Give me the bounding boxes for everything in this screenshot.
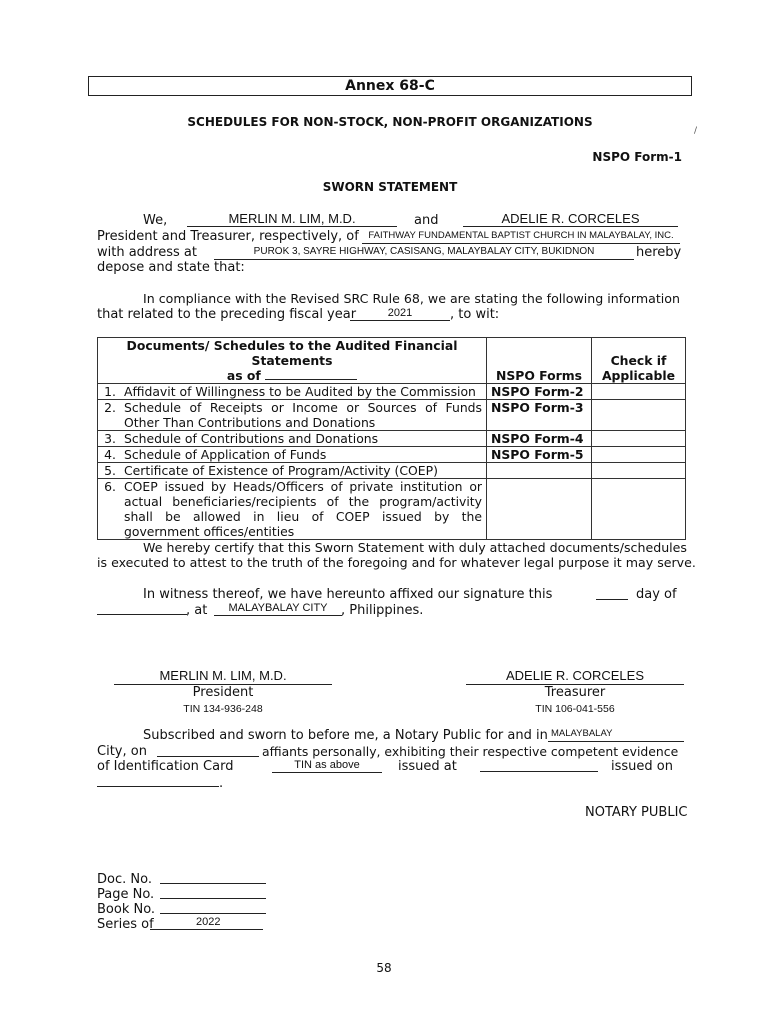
- header-check: Check if Applicable: [592, 338, 686, 384]
- page-no-blank: [160, 885, 266, 899]
- intro-line4: depose and state that:: [97, 260, 245, 275]
- notary-place-field: MALAYBALAY: [548, 727, 684, 742]
- intro-hereby: hereby: [636, 245, 682, 260]
- compliance-line2: that related to the preceding fiscal year: [97, 307, 357, 322]
- as-of-blank: [265, 368, 357, 380]
- certify-line2: is executed to attest to the truth of the foregoing and for whatever legal purpose it may serve.: [97, 555, 696, 570]
- header-documents: Documents/ Schedules to the Audited Financial Statements as of: [98, 338, 487, 384]
- witness-city-field: MALAYBALAY CITY: [214, 601, 342, 616]
- president-signature: MERLIN M. LIM, M.D. President TIN 134-936-248: [114, 668, 332, 717]
- table-row: 3. Schedule of Contributions and Donations NSPO Form-4: [98, 431, 686, 447]
- check-cell[interactable]: [592, 431, 686, 447]
- notary-public-label: NOTARY PUBLIC: [585, 805, 688, 820]
- check-cell[interactable]: [592, 447, 686, 463]
- certify-line1: We hereby certify that this Sworn Statement with duly attached documents/schedules: [143, 540, 687, 555]
- check-cell[interactable]: [592, 463, 686, 479]
- book-no-label: Book No.: [97, 902, 156, 917]
- notary-of-id: of Identification Card: [97, 759, 234, 774]
- schedule-title: SCHEDULES FOR NON-STOCK, NON-PROFIT ORGANIZATIONS: [187, 115, 593, 129]
- documents-table: [97, 337, 686, 540]
- annex-title: Annex 68-C: [88, 76, 692, 96]
- page-number: 58: [376, 961, 392, 975]
- notary-city-on: City, on: [97, 744, 147, 759]
- doc-no-label: Doc. No.: [97, 872, 152, 887]
- intro-line2: President and Treasurer, respectively, of: [97, 229, 359, 244]
- table-row: 5. Certificate of Existence of Program/Activity (COEP): [98, 463, 686, 479]
- witness-philippines: , Philippines.: [341, 603, 424, 618]
- intro-we: We,: [143, 213, 168, 228]
- check-cell[interactable]: [592, 400, 686, 431]
- doc-no-blank: [160, 870, 266, 884]
- notary-period: .: [219, 776, 224, 791]
- compliance-line1: In compliance with the Revised SRC Rule 68, we are stating the following information: [143, 291, 680, 306]
- treasurer-name-field: ADELIE R. CORCELES: [463, 212, 678, 227]
- table-row: 2. Schedule of Receipts or Income or Sources of Funds Other Than Contributions and Donations NSPO Form-3: [98, 400, 686, 431]
- month-blank: [97, 601, 187, 615]
- page-no-label: Page No.: [97, 887, 155, 902]
- check-cell[interactable]: [592, 479, 686, 540]
- table-row: 6. COEP issued by Heads/Officers of private institution or actual beneficiaries/recipients of the program/activity shall be allowed in lieu of COEP issued by the government offices/entities: [98, 479, 686, 540]
- organization-field: FAITHWAY FUNDAMENTAL BAPTIST CHURCH IN MALAYBALAY, INC.: [362, 229, 680, 244]
- book-no-blank: [160, 900, 266, 914]
- series-of-label: Series of: [97, 917, 154, 932]
- check-cell[interactable]: [592, 384, 686, 400]
- intro-and: and: [414, 213, 439, 228]
- issued-at-blank: [480, 758, 598, 772]
- series-year-field: 2022: [150, 915, 263, 930]
- fiscal-year-field: 2021: [350, 306, 450, 321]
- form-number: NSPO Form-1: [592, 150, 682, 164]
- stray-mark: /: [694, 126, 698, 136]
- notary-line1: Subscribed and sworn to before me, a Notary Public for and in: [143, 728, 548, 743]
- notary-line2: affiants personally, exhibiting their respective competent evidence: [262, 744, 679, 759]
- header-forms: NSPO Forms: [487, 338, 592, 384]
- address-field: PUROK 3, SAYRE HIGHWAY, CASISANG, MALAYBALAY CITY, BUKIDNON: [214, 245, 634, 260]
- compliance-end: , to wit:: [450, 307, 500, 322]
- table-row: 4. Schedule of Application of Funds NSPO Form-5: [98, 447, 686, 463]
- intro-line3: with address at: [97, 245, 197, 260]
- notary-issued-at: issued at: [398, 759, 457, 774]
- witness-at: , at: [186, 603, 208, 618]
- day-blank: [596, 586, 628, 600]
- table-row: 1. Affidavit of Willingness to be Audited by the Commission NSPO Form-2: [98, 384, 686, 400]
- treasurer-signature: ADELIE R. CORCELES Treasurer TIN 106-041-556: [466, 668, 684, 717]
- witness-day-of: day of: [636, 587, 677, 602]
- date-blank: [157, 743, 259, 757]
- president-name-field: MERLIN M. LIM, M.D.: [187, 212, 397, 227]
- witness-line1: In witness thereof, we have hereunto affixed our signature this: [143, 587, 553, 602]
- statement-title: SWORN STATEMENT: [322, 180, 458, 194]
- id-card-field: TIN as above: [272, 758, 382, 773]
- issued-on-blank: [97, 773, 219, 787]
- notary-issued-on: issued on: [611, 759, 673, 774]
